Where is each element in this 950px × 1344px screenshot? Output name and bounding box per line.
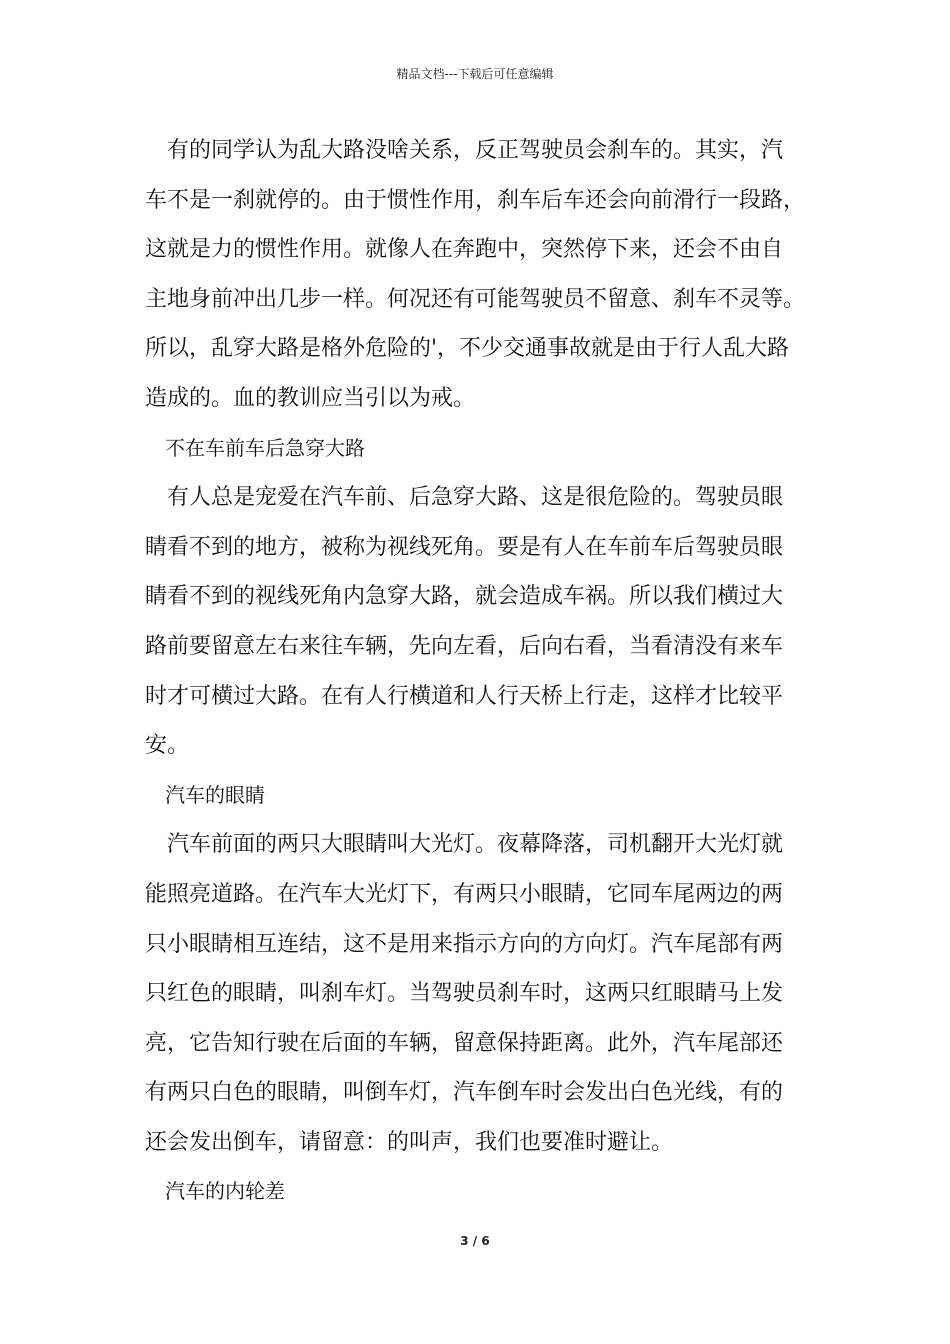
paragraph-line: 汽车前面的两只大眼睛叫大光灯。夜幕降落，司机翻开大光灯就 [167, 832, 784, 858]
section-heading: 汽车的内轮差 [165, 1179, 285, 1204]
paragraph-line: 有的同学认为乱大路没啥关系，反正驾驶员会刹车的。其实，汽 [167, 138, 784, 163]
paragraph-line: 亮，它告知行驶在后面的车辆，留意保持距离。此外，汽车尾部还 [145, 1030, 784, 1056]
section-heading: 汽车的眼睛 [165, 782, 265, 807]
paragraph-line: 所以，乱穿大路是格外危险的'，不少交通事故就是由于行人乱大路 [145, 336, 790, 362]
paragraph-line: 有两只白色的眼睛，叫倒车灯，汽车倒车时会发出白色光线，有的 [145, 1080, 784, 1106]
section-heading: 不在车前车后急穿大路 [165, 435, 365, 460]
paragraph-line: 睛看不到的视线死角内急穿大路，就会造成车祸。所以我们横过大 [145, 584, 784, 610]
paragraph-line: 安。 [145, 733, 190, 759]
paragraph-line: 睛看不到的地方，被称为视线死角。要是有人在车前车后驾驶员眼 [145, 534, 784, 560]
paragraph-line: 只红色的眼睛，叫刹车灯。当驾驶员刹车时，这两只红眼睛马上发 [145, 981, 784, 1007]
paragraph-line: 路前要留意左右来往车辆，先向左看，后向右看，当看清没有来车 [145, 633, 784, 659]
paragraph-line: 车不是一刹就停的。由于惯性作用，刹车后车还会向前滑行一段路， [145, 187, 806, 213]
page-number: 3 / 6 [460, 1234, 490, 1248]
paragraph-line: 有人总是宠爱在汽车前、后急穿大路、这是很危险的。驾驶员眼 [167, 485, 784, 511]
paragraph-line: 主地身前冲出几步一样。何况还有可能驾驶员不留意、刹车不灵等。 [145, 286, 806, 312]
paragraph-line: 造成的。血的教训应当引以为戒。 [145, 385, 476, 411]
document-body [145, 126, 825, 1217]
paragraph-line: 只小眼睛相互连结，这不是用来指示方向的方向灯。汽车尾部有两 [145, 931, 784, 957]
paragraph-line: 还会发出倒车，请留意：的叫声，我们也要准时避让。 [145, 1129, 674, 1155]
paragraph-line: 这就是力的惯性作用。就像人在奔跑中，突然停下来，还会不由自 [145, 237, 784, 263]
page-header: 精品文档---下载后可任意编辑 [396, 67, 554, 81]
paragraph-line: 时才可横过大路。在有人行横道和人行天桥上行走，这样才比较平 [145, 683, 784, 709]
paragraph-line: 能照亮道路。在汽车大光灯下，有两只小眼睛，它同车尾两边的两 [145, 881, 784, 907]
